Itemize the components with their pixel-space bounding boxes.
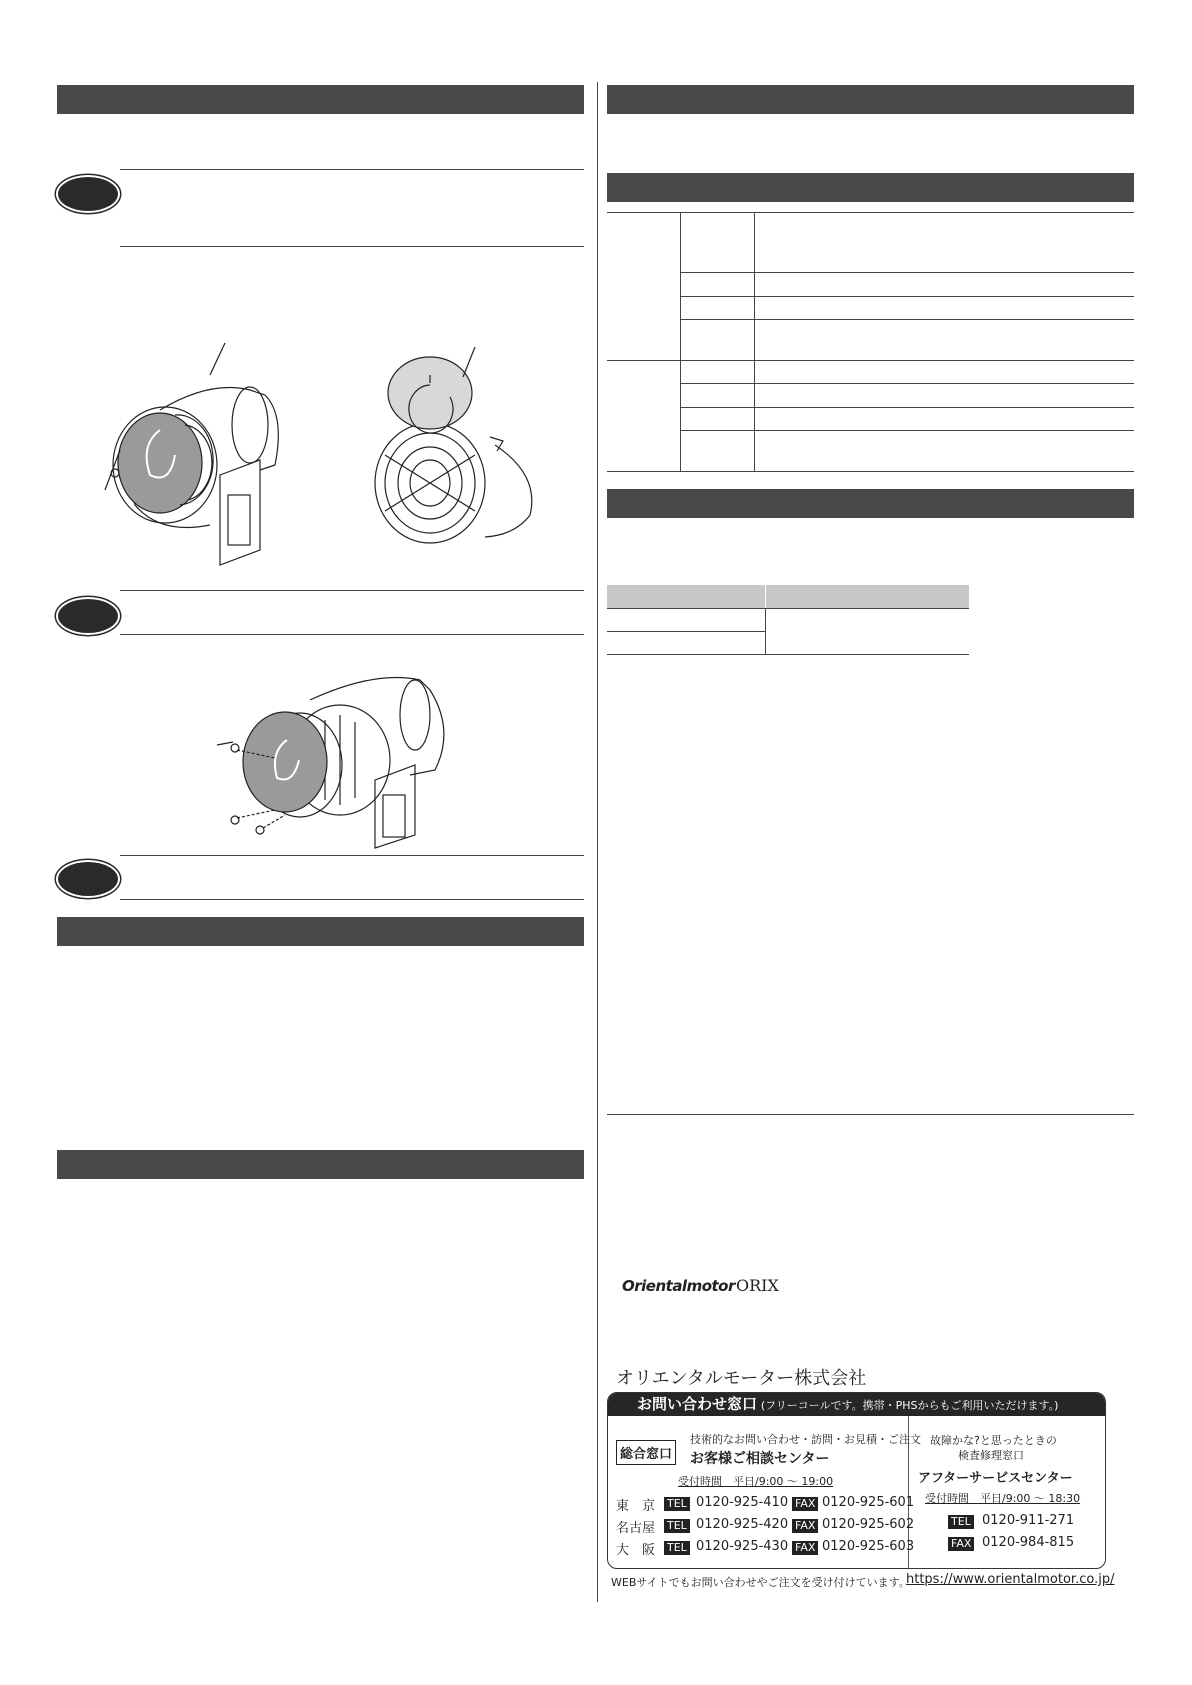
contact-box	[607, 1392, 1106, 1569]
web-note: WEBサイトでもお問い合わせやご注文を受け付けています。	[611, 1576, 910, 1589]
contact-header-note: (フリーコールです。携帯・PHSからもご利用いただけます。)	[760, 1399, 1059, 1412]
note-divider	[120, 246, 584, 247]
website-link[interactable]: https://www.orientalmotor.co.jp/	[906, 1572, 1115, 1587]
note-marker-icon	[56, 597, 120, 635]
office-city: 大 阪	[616, 1543, 656, 1558]
note-divider	[120, 169, 584, 170]
fax-tag: FAX	[948, 1537, 974, 1551]
office-city: 東 京	[616, 1499, 656, 1514]
repair-hours: 受付時間 平日/9:00 ～ 18:30	[925, 1492, 1081, 1505]
note-divider	[120, 899, 584, 900]
note-marker-icon	[56, 175, 120, 213]
fax-tag: FAX	[792, 1541, 818, 1555]
repair-tel: 0120-911-271	[982, 1513, 1075, 1528]
office-fax: 0120-925-601	[822, 1495, 915, 1510]
column-separator	[597, 82, 598, 1602]
office-city: 名古屋	[616, 1521, 656, 1536]
company-name: オリエンタルモーター株式会社	[616, 1368, 867, 1389]
repair-title: アフターサービスセンター	[918, 1471, 1073, 1486]
section-header-bar	[57, 917, 584, 946]
tel-tag: TEL	[664, 1541, 690, 1555]
general-title: お客様ご相談センター	[690, 1451, 830, 1467]
note-divider	[120, 855, 584, 856]
section-header-bar	[607, 85, 1134, 114]
general-hours: 受付時間 平日/9:00 ～ 19:00	[678, 1475, 834, 1488]
section-header-bar	[57, 85, 584, 114]
note-divider	[120, 590, 584, 591]
blower-with-filter-illustration	[100, 355, 290, 570]
filter-rotation-illustration	[375, 355, 550, 540]
office-tel: 0120-925-420	[696, 1517, 789, 1532]
footer-divider	[607, 1114, 1134, 1115]
note-divider	[120, 634, 584, 635]
partner-logo: ORIX	[736, 1276, 779, 1295]
repair-fax: 0120-984-815	[982, 1535, 1075, 1550]
repair-subtitle: 検査修理窓口	[958, 1449, 1024, 1462]
exploded-assembly-illustration	[215, 670, 465, 845]
office-fax: 0120-925-603	[822, 1539, 915, 1554]
repair-subtitle: 故障かな?と思ったときの	[930, 1434, 1057, 1447]
brand-logo: Orientalmotor	[622, 1277, 735, 1295]
office-fax: 0120-925-602	[822, 1517, 915, 1532]
section-header-bar	[607, 173, 1134, 202]
contact-header-title: お問い合わせ窓口	[637, 1395, 758, 1413]
tel-tag: TEL	[948, 1515, 974, 1529]
fax-tag: FAX	[792, 1497, 818, 1511]
general-subtitle: 技術的なお問い合わせ・訪問・お見積・ご注文	[690, 1433, 921, 1446]
note-marker-icon	[56, 860, 120, 898]
section-header-bar	[607, 489, 1134, 518]
fax-tag: FAX	[792, 1519, 818, 1533]
office-tel: 0120-925-410	[696, 1495, 789, 1510]
office-tel: 0120-925-430	[696, 1539, 789, 1554]
tel-tag: TEL	[664, 1519, 690, 1533]
contact-header	[608, 1393, 1105, 1416]
section-header-bar	[57, 1150, 584, 1179]
general-badge: 総合窓口	[616, 1440, 676, 1465]
tel-tag: TEL	[664, 1497, 690, 1511]
